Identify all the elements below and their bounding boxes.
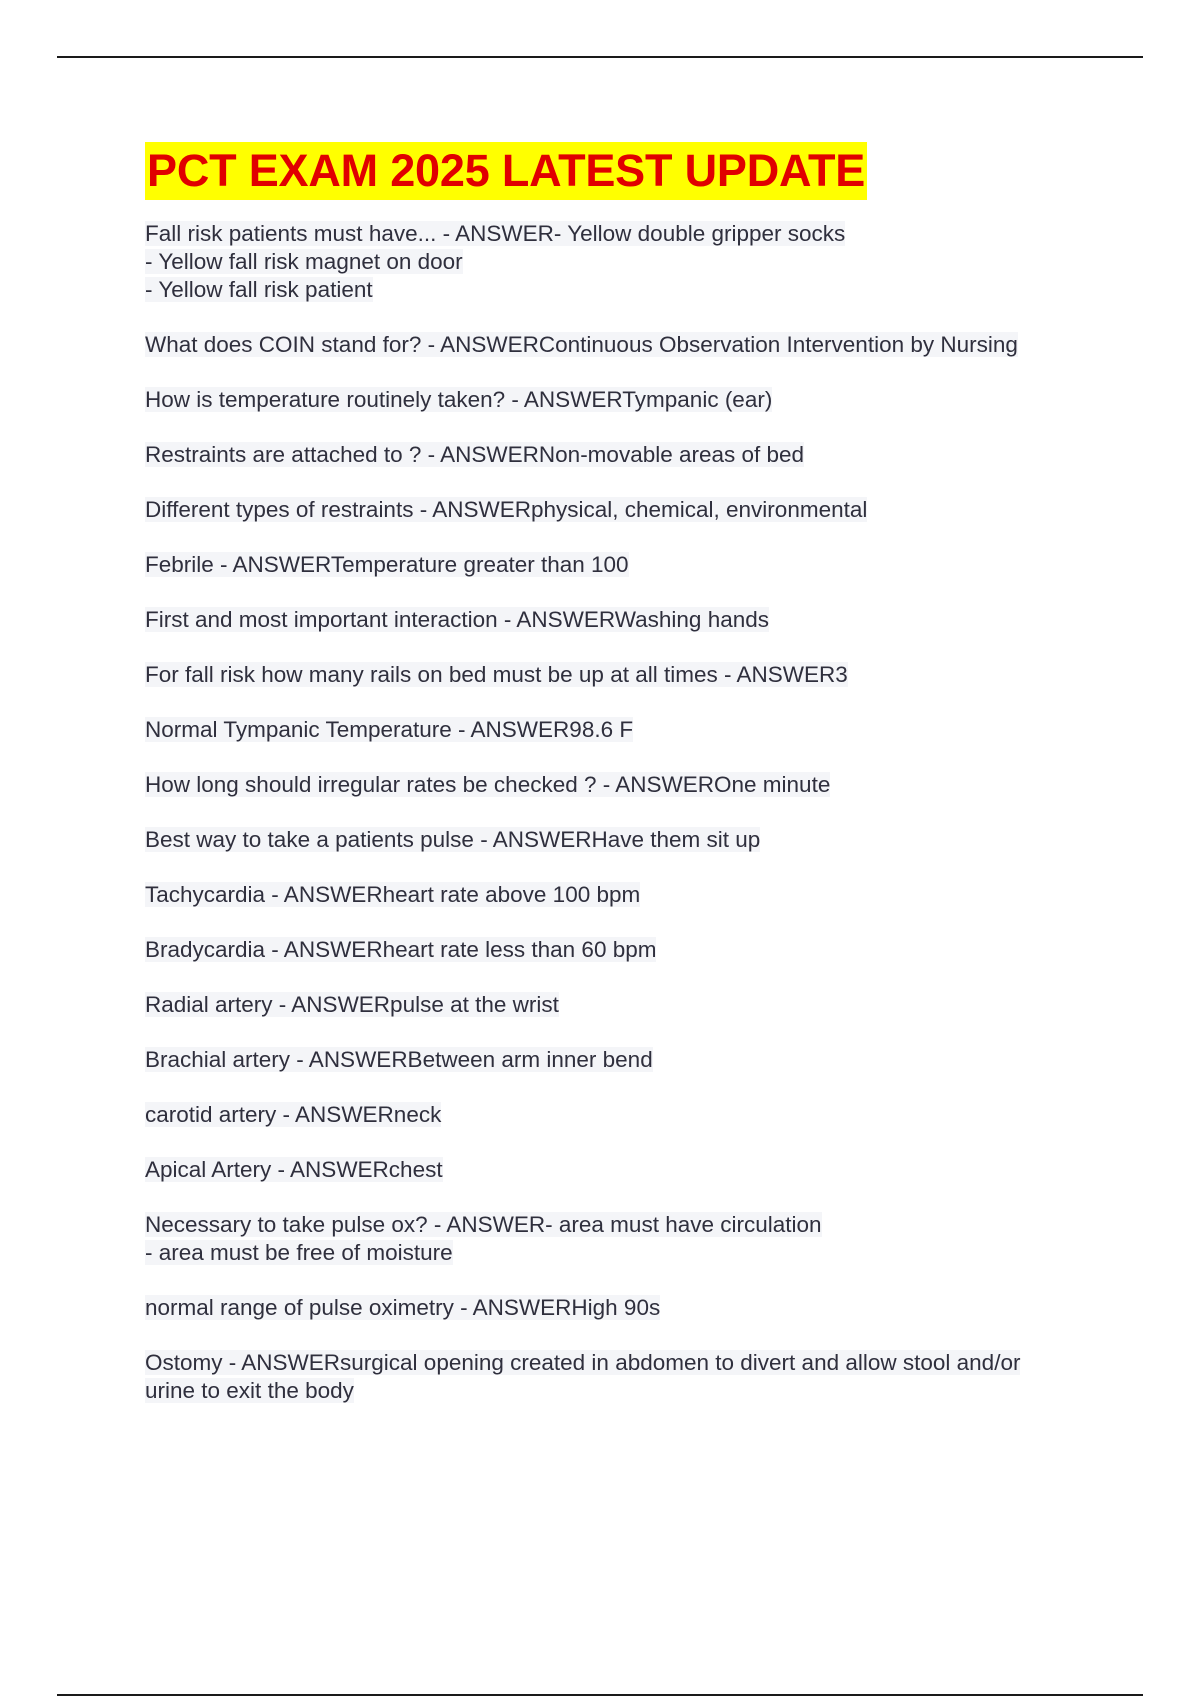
qa-line: Best way to take a patients pulse - ANSWERHave them sit up [145,827,761,852]
qa-line: For fall risk how many rails on bed must be up at all times - ANSWER3 [145,662,848,687]
qa-line: Radial artery - ANSWERpulse at the wrist [145,992,559,1017]
qa-item [145,826,1105,854]
qa-line: Restraints are attached to ? - ANSWERNon-movable areas of bed [145,442,805,467]
qa-item [145,936,1105,964]
qa-item [145,881,1105,909]
qa-line: Ostomy - ANSWERsurgical opening created in abdomen to divert and allow stool and/or [145,1350,1021,1375]
qa-list [145,220,1105,1405]
qa-line: Bradycardia - ANSWERheart rate less than 60 bpm [145,937,657,962]
qa-item [145,661,1105,689]
document-body [145,142,1105,1432]
qa-line: Necessary to take pulse ox? - ANSWER- area must have circulation [145,1212,822,1237]
qa-line: What does COIN stand for? - ANSWERContinuous Observation Intervention by Nursing [145,332,1018,357]
qa-line: Different types of restraints - ANSWERphysical, chemical, environmental [145,497,868,522]
qa-item [145,551,1105,579]
qa-item [145,1349,1105,1405]
qa-line: First and most important interaction - ANSWERWashing hands [145,607,770,632]
qa-line: How is temperature routinely taken? - ANSWERTympanic (ear) [145,387,773,412]
qa-item [145,220,1105,304]
qa-item [145,1101,1105,1129]
qa-line: Apical Artery - ANSWERchest [145,1157,443,1182]
qa-line: urine to exit the body [145,1378,354,1403]
qa-line: Fall risk patients must have... - ANSWER- Yellow double gripper socks [145,221,846,246]
qa-line: Brachial artery - ANSWERBetween arm inner bend [145,1047,653,1072]
qa-line: - Yellow fall risk magnet on door [145,249,463,274]
qa-line: normal range of pulse oximetry - ANSWERHigh 90s [145,1295,661,1320]
qa-item [145,771,1105,799]
qa-line: carotid artery - ANSWERneck [145,1102,442,1127]
qa-line: How long should irregular rates be checked ? - ANSWEROne minute [145,772,831,797]
qa-line: - area must be free of moisture [145,1240,453,1265]
qa-item [145,386,1105,414]
header-rule [57,56,1143,58]
qa-item [145,1156,1105,1184]
qa-item [145,991,1105,1019]
qa-item [145,441,1105,469]
qa-line: - Yellow fall risk patient [145,277,373,302]
qa-line: Febrile - ANSWERTemperature greater than 100 [145,552,629,577]
qa-item [145,331,1105,359]
qa-line: Normal Tympanic Temperature - ANSWER98.6 F [145,717,634,742]
qa-item [145,716,1105,744]
qa-item [145,606,1105,634]
qa-line: Tachycardia - ANSWERheart rate above 100 bpm [145,882,641,907]
qa-item [145,1211,1105,1267]
qa-item [145,1294,1105,1322]
qa-item [145,496,1105,524]
document-title: PCT EXAM 2025 LATEST UPDATE [145,142,867,200]
qa-item [145,1046,1105,1074]
footer-rule [57,1694,1143,1696]
